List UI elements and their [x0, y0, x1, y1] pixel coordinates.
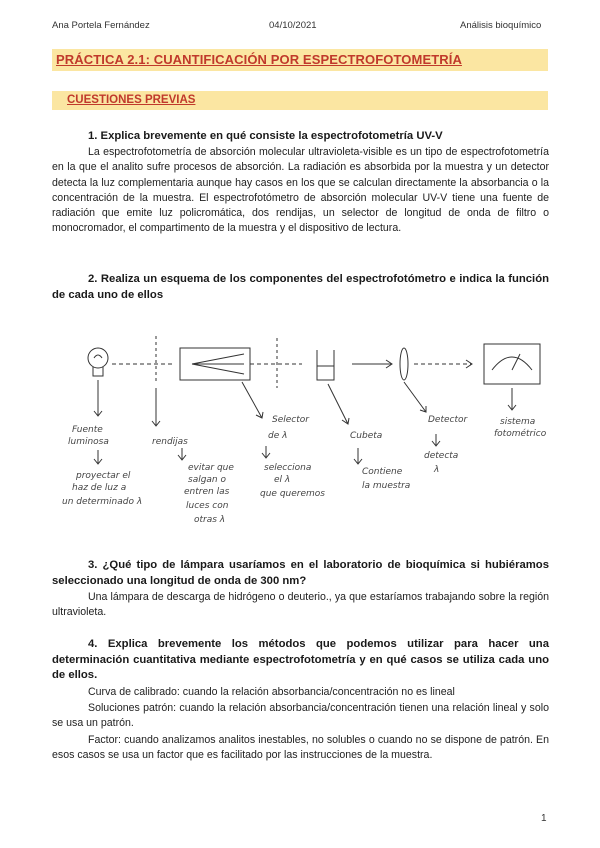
label-sistema: sistema fotométrico [494, 417, 547, 439]
answer-3: Una lámpara de descarga de hidrógeno o deuterio., ya que estaríamos trabajando sobre la región ultravioleta. [52, 591, 549, 619]
answer-1: La espectrofotometría de absorción molecular ultravioleta-visible es un tipo de espectrofotometría en la que el analito sufre procesos de absorción. La radiación es absorbida por la muestra y un detector detecta la luz complementaria aunque hay casos en los que se calculan directamente la absorbancia o la concentración de la muestra. El espectrofotómetro de absorción molecular UV-V tiene una fuente de radiación que emite luz policromática, dos rendijas, un selector de longitud de onda de filtro o monocromador, el compartimento de la muestra y el dispositivo de lectura. [52, 146, 549, 235]
label-rendijas-fn: evitar que salgan o entren las luces con otras λ [184, 463, 234, 525]
cuvette-shape [317, 350, 334, 380]
header-subject: Análisis bioquímico [460, 20, 542, 31]
section-title: CUESTIONES PREVIAS [67, 94, 196, 106]
question-2: 2. Realiza un esquema de los componentes del espectrofotómetro e indica la función de cada uno de ellos [52, 273, 549, 301]
header-date: 04/10/2021 [269, 20, 317, 31]
meter-display [484, 344, 540, 384]
label-fuente-fn: proyectar el haz de luz a un determinado λ [62, 471, 143, 507]
answer-4-factor: Factor: cuando analizamos analitos inestables, no solubles o cuando no se dispone de patrón. En esos casos se usa un factor que es facilitado por las instrucciones de la muestra. [52, 734, 549, 762]
question-3: 3. ¿Qué tipo de lámpara usaríamos en el laboratorio de bioquímica si hubiéramos seleccionado una longitud de onda de 300 nm? [52, 559, 549, 587]
label-fuente: Fuente luminosa [68, 425, 109, 447]
lamp-icon [88, 348, 108, 368]
answer-4-calibrado: Curva de calibrado: cuando la relación absorbancia/concentración no es lineal [88, 686, 455, 698]
label-selector-fn: selecciona el λ que queremos [260, 463, 325, 499]
answer-4-patron: Soluciones patrón: cuando la relación absorbancia/concentración tienen una relación lineal y solo se usa un patrón. [52, 702, 549, 730]
question-4: 4. Explica brevemente los métodos que podemos utilizar para hacer una determinación cuantitativa mediante espectrofotometría y en qué casos se utiliza cada uno de ellos. [52, 638, 549, 681]
question-1: 1. Explica brevemente en qué consiste la espectrofotometría UV-V [88, 130, 443, 142]
label-cubeta: Cubeta [350, 431, 383, 441]
label-cubeta-fn: Contiene la muestra [362, 467, 411, 491]
label-selector: Selector de λ [268, 415, 309, 441]
page-number: 1 [541, 813, 547, 824]
page-title: PRÁCTICA 2.1: CUANTIFICACIÓN POR ESPECTROFOTOMETRÍA [56, 52, 462, 67]
header-author: Ana Portela Fernández [52, 20, 150, 31]
spectrophotometer-diagram [52, 318, 552, 540]
label-detector: Detector [428, 415, 468, 425]
section-banner [52, 91, 548, 110]
label-rendijas: rendijas [152, 437, 188, 447]
title-banner [52, 49, 548, 71]
label-detector-fn: detecta λ [424, 451, 459, 475]
detector-lens [400, 348, 408, 380]
